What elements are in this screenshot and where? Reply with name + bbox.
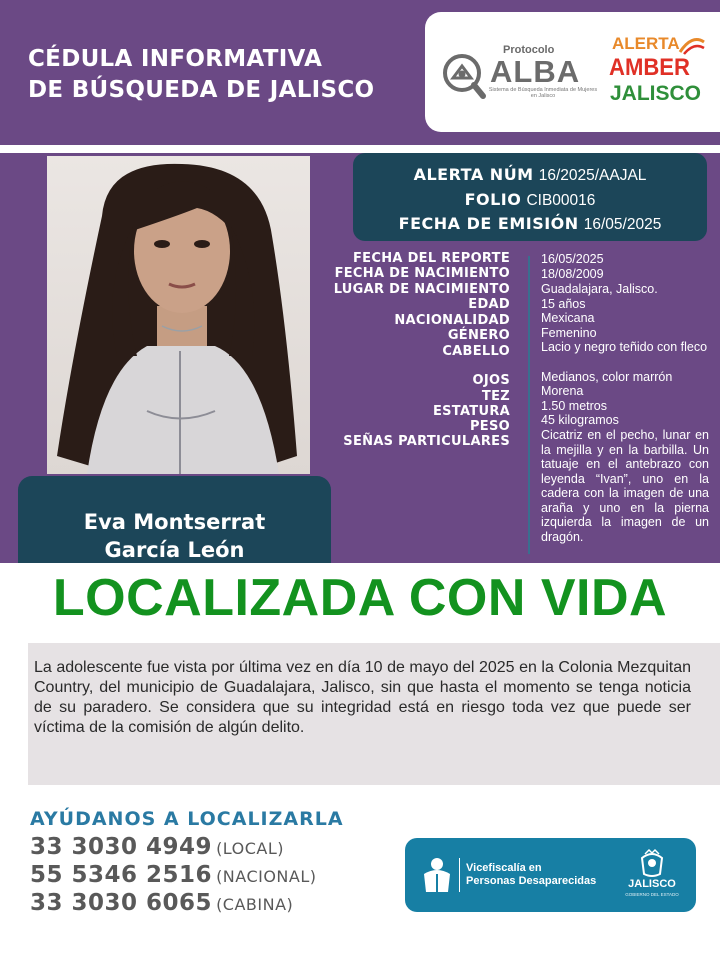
person-photo	[47, 156, 310, 474]
help-title: AYÚDANOS A LOCALIZARLA	[30, 808, 344, 830]
amber-logo-line-3: JALISCO	[610, 82, 702, 105]
vicefiscalia-icon	[420, 856, 454, 894]
eyes-value: Medianos, color marrón	[541, 370, 673, 384]
phone-row-national	[30, 862, 317, 888]
nationality-value: Mexicana	[541, 311, 595, 325]
phone-kind: (NACIONAL)	[216, 867, 317, 886]
complexion-value: Morena	[541, 384, 584, 398]
phone-number[interactable]: 33 3030 4949	[30, 834, 213, 860]
report-date-value: 16/05/2025	[541, 252, 604, 266]
hair-label: CABELLO	[442, 344, 510, 359]
status-text: LOCALIZADA CON VIDA	[52, 569, 668, 627]
details-divider	[528, 256, 530, 554]
amber-swoosh-icon	[678, 36, 706, 56]
description-text: La adolescente fue vista por última vez en día 10 de mayo del 2025 en la Colonia Mezquitan Country, del municipio de Guadalajara, Jalisco, sin que hasta el momento se tenga noticia de su paradero. Se considera que su integridad está en riesgo toda vez que puede ser víctima de la comisión de algún delito.	[34, 659, 691, 736]
phone-kind: (CABINA)	[216, 895, 294, 914]
marks-value: Cicatriz en el pecho, lunar en la mejilla y en la barbilla. Un tatuaje en el antebrazo con leyenda “Ivan”, uno en la cadera con la imagen de una araña y uno en la pierna izquierda la imagen de un dragón.	[541, 428, 709, 544]
phone-number[interactable]: 33 3030 6065	[30, 890, 213, 916]
report-date-label: FECHA DEL REPORTE	[353, 251, 510, 266]
amber-logo-line-2: AMBER	[609, 54, 690, 81]
phone-row-local	[30, 834, 284, 860]
gender-value: Femenino	[541, 326, 597, 340]
jalisco-emblem-icon	[637, 848, 667, 878]
person-name-line-2: García León	[104, 538, 245, 562]
logo-separator	[459, 858, 460, 892]
emission-date-value: 16/05/2025	[583, 216, 662, 233]
complexion-label: TEZ	[481, 389, 510, 404]
folio-row	[353, 190, 707, 210]
alba-logo-text: ALBA	[490, 54, 581, 89]
vicefiscalia-text-2: Personas Desaparecidas	[466, 875, 597, 887]
hair-value: Lacio y negro teñido con fleco	[541, 340, 708, 354]
age-label: EDAD	[468, 297, 510, 312]
alert-number-value: 16/2025/AAJAL	[538, 167, 647, 184]
weight-value: 45 kilogramos	[541, 413, 619, 427]
phone-number[interactable]: 55 5346 2516	[30, 862, 213, 888]
height-value: 1.50 metros	[541, 399, 608, 413]
emission-date-label: FECHA DE EMISIÓN	[398, 214, 579, 233]
jalisco-logo-text: JALISCO	[628, 878, 676, 890]
birth-place-label: LUGAR DE NACIMIENTO	[333, 282, 510, 297]
gender-label: GÉNERO	[447, 328, 510, 343]
folio-label: FOLIO	[464, 190, 522, 209]
birth-date-value: 18/08/2009	[541, 267, 604, 281]
weight-label: PESO	[469, 419, 510, 434]
alert-number-label: ALERTA NÚM	[413, 165, 534, 184]
emission-date-row	[353, 214, 707, 234]
title-line-1: CÉDULA INFORMATIVA	[28, 46, 323, 72]
eyes-label: OJOS	[472, 373, 510, 388]
height-label: ESTATURA	[432, 404, 510, 419]
phone-kind: (LOCAL)	[216, 839, 285, 858]
alba-subtitle: Sistema de Búsqueda Inmediata de Mujeres en Jalisco	[488, 87, 598, 99]
marks-label: SEÑAS PARTICULARES	[343, 434, 510, 449]
portrait-illustration	[47, 156, 310, 474]
folio-value: CIB00016	[526, 192, 596, 209]
nationality-label: NACIONALIDAD	[394, 313, 510, 328]
alba-protocol-label: Protocolo	[503, 44, 555, 56]
amber-logo-line-1: ALERTA	[612, 34, 680, 53]
alba-logo-icon	[441, 52, 487, 102]
birth-place-value: Guadalajara, Jalisco.	[541, 282, 658, 296]
birth-date-label: FECHA DE NACIMIENTO	[334, 266, 510, 281]
age-value: 15 años	[541, 297, 586, 311]
alert-number-row	[353, 165, 707, 185]
vicefiscalia-text-1: Vicefiscalía en	[466, 862, 542, 874]
person-name-line-1: Eva Montserrat	[83, 510, 266, 534]
phone-row-cabin	[30, 890, 293, 916]
jalisco-logo-subtitle: GOBIERNO DEL ESTADO	[625, 892, 679, 897]
title-line-2: DE BÚSQUEDA DE JALISCO	[28, 77, 375, 103]
